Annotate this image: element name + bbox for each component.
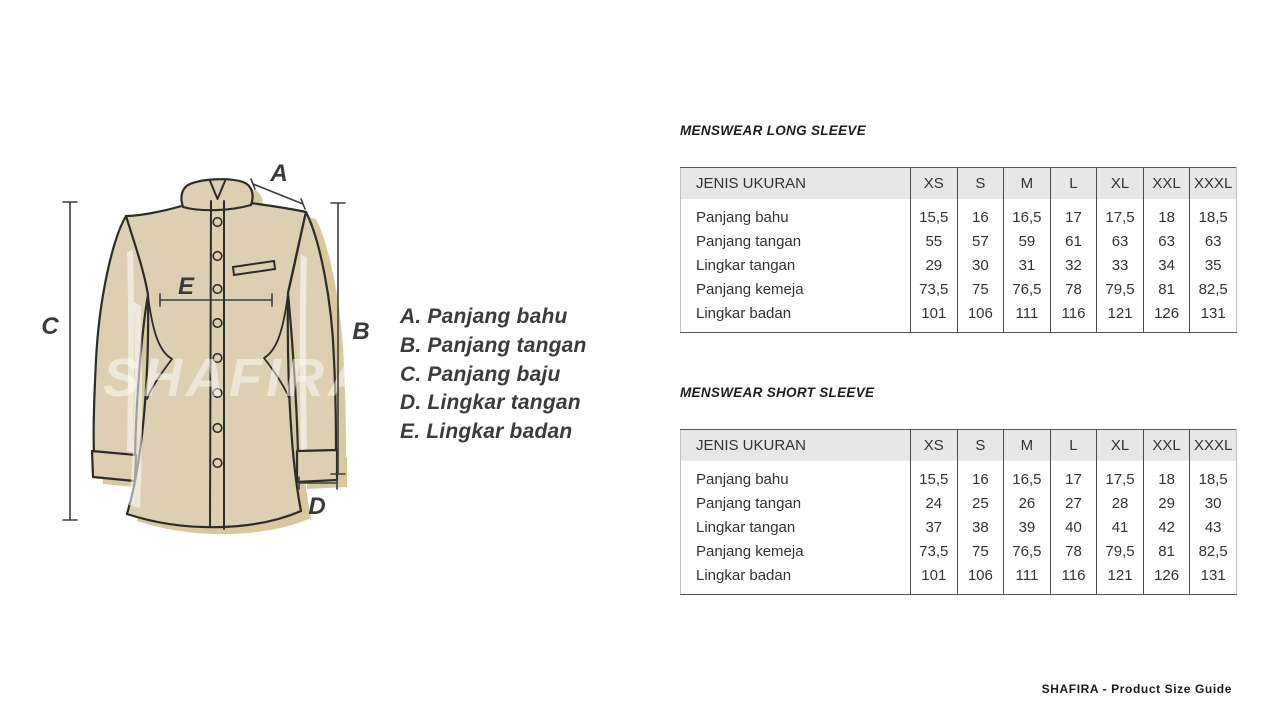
value-cell: 30 <box>1190 492 1237 516</box>
measure-label-e: E <box>177 273 195 300</box>
value-cell: 18 <box>1143 199 1190 230</box>
table-row <box>681 254 1237 278</box>
value-cell: 111 <box>1004 302 1051 333</box>
table-row <box>681 461 1237 492</box>
value-cell: 25 <box>957 492 1004 516</box>
measure-label-d: D <box>308 493 326 520</box>
value-cell: 17 <box>1050 199 1097 230</box>
row-label-cell: Panjang tangan <box>696 233 802 250</box>
value-cell: 29 <box>911 254 958 278</box>
size-table <box>680 429 1237 595</box>
value-cell: 16,5 <box>1004 199 1051 230</box>
value-cell: 63 <box>1097 230 1144 254</box>
value-cell: 126 <box>1143 302 1190 333</box>
value-cell: 126 <box>1143 564 1190 595</box>
table-row <box>681 492 1237 516</box>
value-cell: 34 <box>1143 254 1190 278</box>
value-cell: 42 <box>1143 516 1190 540</box>
value-cell: 121 <box>1097 564 1144 595</box>
value-cell: 31 <box>1004 254 1051 278</box>
table-row <box>681 302 1237 333</box>
column-header-size: XXXL <box>1190 430 1237 462</box>
value-cell: 18,5 <box>1190 199 1237 230</box>
shirt-illustration-svg <box>30 140 380 560</box>
legend-item-b: B. Panjang tangan <box>400 333 587 357</box>
row-label-cell: Panjang kemeja <box>696 281 804 298</box>
value-cell: 37 <box>911 516 958 540</box>
row-label-cell: Panjang bahu <box>696 209 789 226</box>
value-cell: 38 <box>957 516 1004 540</box>
column-header-size: M <box>1004 168 1051 200</box>
value-cell: 63 <box>1190 230 1237 254</box>
value-cell: 82,5 <box>1190 540 1237 564</box>
value-cell: 55 <box>911 230 958 254</box>
legend-item-c: C. Panjang baju <box>400 362 561 386</box>
value-cell: 106 <box>957 564 1004 595</box>
table-title: MENSWEAR LONG SLEEVE <box>680 123 867 138</box>
value-cell: 116 <box>1050 564 1097 595</box>
value-cell: 116 <box>1050 302 1097 333</box>
table-row <box>681 199 1237 230</box>
value-cell: 106 <box>957 302 1004 333</box>
value-cell: 81 <box>1143 278 1190 302</box>
row-label-cell: Lingkar tangan <box>696 257 796 274</box>
column-header-size: XS <box>911 168 958 200</box>
value-cell: 17 <box>1050 461 1097 492</box>
measure-line-c <box>63 202 77 520</box>
row-label-cell: Panjang kemeja <box>696 543 804 560</box>
value-cell: 76,5 <box>1004 540 1051 564</box>
value-cell: 78 <box>1050 540 1097 564</box>
column-header-size: XL <box>1097 430 1144 462</box>
value-cell: 15,5 <box>911 199 958 230</box>
value-cell: 79,5 <box>1097 278 1144 302</box>
value-cell: 16 <box>957 461 1004 492</box>
shirt-collar <box>181 179 252 210</box>
value-cell: 131 <box>1190 302 1237 333</box>
row-label-cell: Lingkar tangan <box>696 519 796 536</box>
column-header-size: XXXL <box>1190 168 1237 200</box>
value-cell: 40 <box>1050 516 1097 540</box>
value-cell: 30 <box>957 254 1004 278</box>
column-header-size: L <box>1050 168 1097 200</box>
shirt-watermark: SHAFIRA <box>103 348 371 408</box>
value-cell: 18 <box>1143 461 1190 492</box>
value-cell: 33 <box>1097 254 1144 278</box>
value-cell: 16,5 <box>1004 461 1051 492</box>
value-cell: 57 <box>957 230 1004 254</box>
footer-brand-text: SHAFIRA - Product Size Guide <box>1041 682 1232 696</box>
legend-item-d: D. Lingkar tangan <box>400 391 581 415</box>
value-cell: 63 <box>1143 230 1190 254</box>
table-row <box>681 278 1237 302</box>
value-cell: 73,5 <box>911 278 958 302</box>
measure-label-a: A <box>270 160 288 187</box>
value-cell: 75 <box>957 278 1004 302</box>
value-cell: 17,5 <box>1097 199 1144 230</box>
value-cell: 35 <box>1190 254 1237 278</box>
value-cell: 101 <box>911 564 958 595</box>
value-cell: 101 <box>911 302 958 333</box>
shirt-diagram <box>30 140 380 560</box>
value-cell: 78 <box>1050 278 1097 302</box>
value-cell: 16 <box>957 199 1004 230</box>
value-cell: 81 <box>1143 540 1190 564</box>
table-row <box>681 564 1237 595</box>
value-cell: 76,5 <box>1004 278 1051 302</box>
column-header-size: XL <box>1097 168 1144 200</box>
value-cell: 121 <box>1097 302 1144 333</box>
value-cell: 131 <box>1190 564 1237 595</box>
legend-item-e: E. Lingkar badan <box>400 420 573 444</box>
row-label-cell: Panjang tangan <box>696 495 802 512</box>
value-cell: 79,5 <box>1097 540 1144 564</box>
legend-item-a: A. Panjang bahu <box>400 305 568 328</box>
column-header-size: L <box>1050 430 1097 462</box>
value-cell: 32 <box>1050 254 1097 278</box>
value-cell: 73,5 <box>911 540 958 564</box>
value-cell: 41 <box>1097 516 1144 540</box>
column-header-size: XS <box>911 430 958 462</box>
column-header-size: XXL <box>1143 430 1190 462</box>
column-header-size: S <box>957 430 1004 462</box>
measure-label-b: B <box>352 318 370 345</box>
row-label-cell: Lingkar badan <box>696 305 792 322</box>
value-cell: 27 <box>1050 492 1097 516</box>
column-header-size: S <box>957 168 1004 200</box>
value-cell: 15,5 <box>911 461 958 492</box>
column-header-size: XXL <box>1143 168 1190 200</box>
value-cell: 17,5 <box>1097 461 1144 492</box>
size-table-block <box>680 123 1237 333</box>
value-cell: 43 <box>1190 516 1237 540</box>
size-table-block <box>680 385 1237 595</box>
value-cell: 61 <box>1050 230 1097 254</box>
row-label-cell: Panjang bahu <box>696 471 789 488</box>
value-cell: 59 <box>1004 230 1051 254</box>
measure-label-c: C <box>41 313 59 340</box>
measurement-legend <box>400 303 587 447</box>
table-row <box>681 516 1237 540</box>
value-cell: 39 <box>1004 516 1051 540</box>
value-cell: 24 <box>911 492 958 516</box>
column-header-label: JENIS UKURAN <box>681 168 911 200</box>
table-title: MENSWEAR SHORT SLEEVE <box>680 385 875 400</box>
value-cell: 26 <box>1004 492 1051 516</box>
value-cell: 75 <box>957 540 1004 564</box>
value-cell: 111 <box>1004 564 1051 595</box>
row-label-cell: Lingkar badan <box>696 567 792 584</box>
shirt-left-cuff <box>92 451 136 481</box>
column-header-size: M <box>1004 430 1051 462</box>
value-cell: 28 <box>1097 492 1144 516</box>
value-cell: 29 <box>1143 492 1190 516</box>
size-table <box>680 167 1237 333</box>
shirt-right-cuff <box>297 450 337 482</box>
column-header-label: JENIS UKURAN <box>681 430 911 462</box>
table-row <box>681 230 1237 254</box>
table-row <box>681 540 1237 564</box>
value-cell: 82,5 <box>1190 278 1237 302</box>
value-cell: 18,5 <box>1190 461 1237 492</box>
